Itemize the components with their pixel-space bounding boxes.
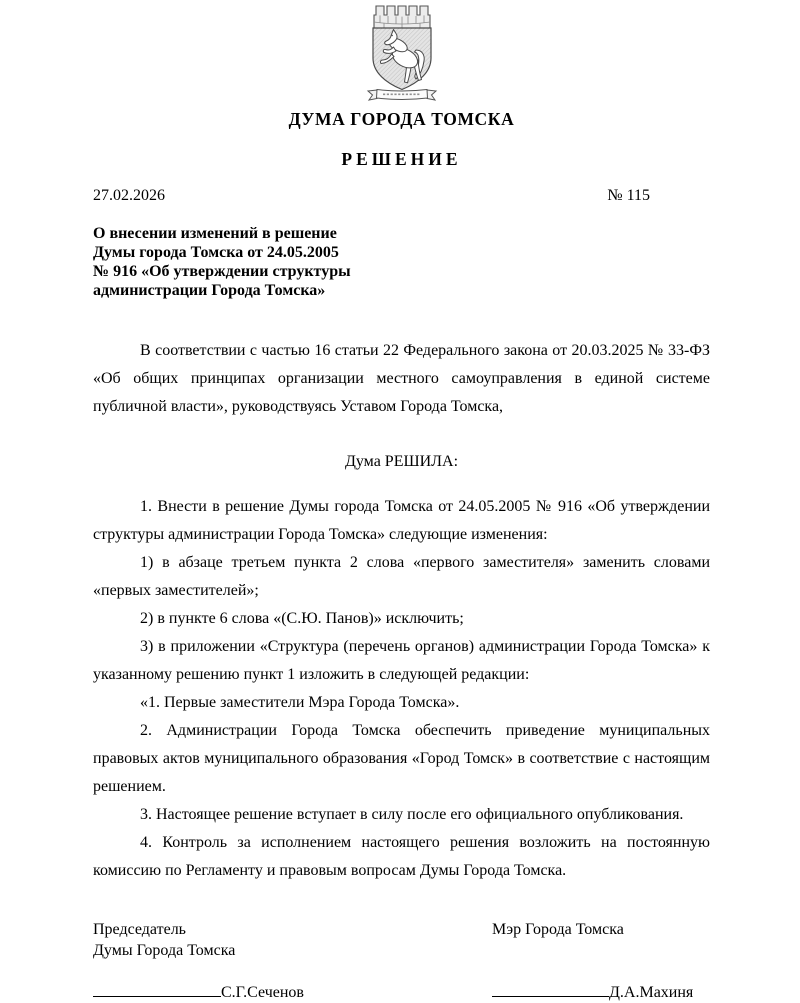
signature-left-role-line1: Председатель <box>93 921 186 938</box>
organization-name: ДУМА ГОРОДА ТОМСКА <box>288 109 515 129</box>
resolved-heading: Дума РЕШИЛА: <box>344 453 459 470</box>
body-subitem-2: 2) в пункте 6 слова «(С.Ю. Панов)» исключить; <box>140 610 464 627</box>
tomsk-coat-of-arms-icon <box>357 2 447 102</box>
body-quoted-clause: «1. Первые заместители Мэра Города Томска». <box>140 694 460 711</box>
body-paragraph-3: 3. Настоящее решение вступает в силу после его официального опубликования. <box>140 806 684 823</box>
document-title-line: администрации Города Томска» <box>93 282 326 299</box>
document-title-line: Думы города Томска от 24.05.2005 <box>93 244 339 261</box>
body-paragraph-2: 2. Администрации Города Томска обеспечить приведение муниципальных правовых актов муниципального образования «Город Томск» в соответствие с настоящим решением. <box>93 722 710 795</box>
preamble-paragraph: В соответствии с частью 16 статьи 22 Федерального закона от 20.03.2025 № 33-ФЗ «Об общих принципах организации местного самоуправления в единой системе публичной власти», руководствуясь Уставом Города Томска, <box>93 342 710 415</box>
motto-ribbon-icon <box>368 90 436 101</box>
document-body <box>93 493 710 885</box>
signature-right-role-line1: Мэр Города Томска <box>492 921 624 938</box>
signature-left-name: С.Г.Сеченов <box>221 984 304 1001</box>
signature-line-right <box>492 979 609 997</box>
signature-line-left <box>93 979 221 997</box>
document-title-line: О внесении изменений в решение <box>93 225 337 242</box>
document-date: 27.02.2026 <box>93 187 165 204</box>
document-title-line: № 916 «Об утверждении структуры <box>93 263 351 280</box>
body-paragraph-1: 1. Внести в решение Думы города Томска от 24.05.2005 № 916 «Об утверждении структуры администрации Города Томска» следующие изменения: <box>93 498 710 543</box>
date-number-row <box>93 186 710 206</box>
signature-right-name-group <box>492 979 710 1003</box>
signature-left-role-line2: Думы Города Томска <box>93 942 236 959</box>
document-type-heading: РЕШЕНИЕ <box>341 149 462 169</box>
document-page <box>0 2 800 1001</box>
signature-left-role <box>93 919 235 961</box>
signature-block <box>93 919 710 961</box>
signature-names-row <box>93 979 710 1003</box>
document-title <box>93 224 413 300</box>
signature-left-name-group <box>93 979 304 1003</box>
body-subitem-3: 3) в приложении «Структура (перечень органов) администрации Города Томска» к указанному решению пункт 1 изложить в следующей редакции: <box>93 638 710 683</box>
signature-right-role <box>492 919 710 961</box>
signature-right-name: Д.А.Махиня <box>609 984 694 1001</box>
body-paragraph-4: 4. Контроль за исполнением настоящего решения возложить на постоянную комиссию по Регламенту и правовым вопросам Думы Города Томска. <box>93 834 710 879</box>
body-subitem-1: 1) в абзаце третьем пункта 2 слова «первого заместителя» заменить словами «первых заместителей»; <box>93 554 710 599</box>
document-number: № 115 <box>607 187 650 204</box>
